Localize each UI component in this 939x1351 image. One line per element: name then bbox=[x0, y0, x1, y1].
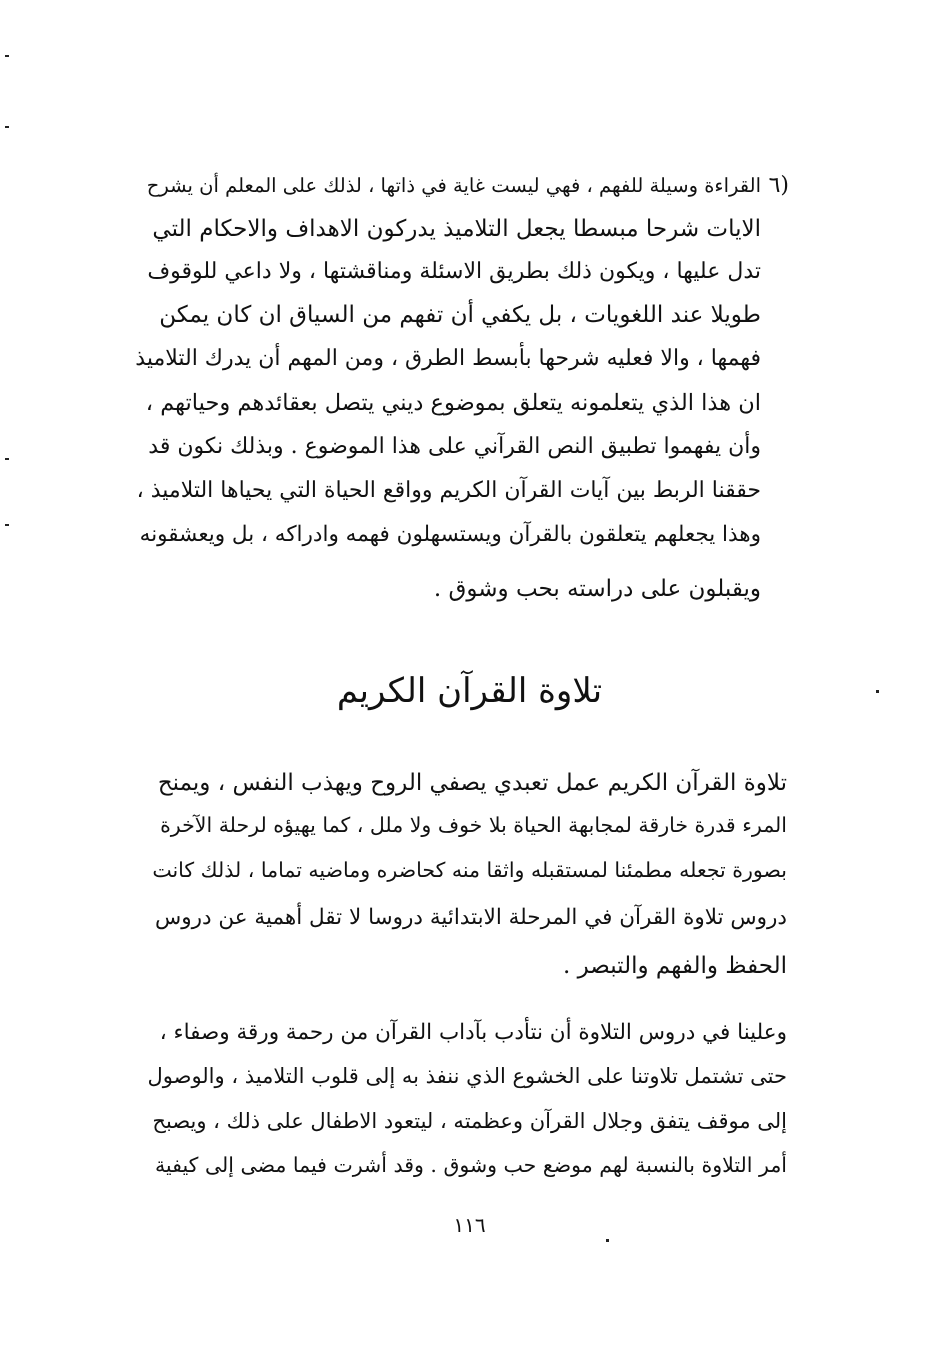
text-line: فهمها ، والا فعليه شرحها بأبسط الطرق ، ومن المهم أن يدرك التلاميذ bbox=[135, 346, 761, 371]
text-line: أمر التلاوة بالنسبة لهم موضع حب وشوق . وقد أشرت فيما مضى إلى كيفية bbox=[154, 1153, 787, 1177]
text-line: ويقبلون على دراسته بحب وشوق . bbox=[433, 576, 761, 602]
scan-speck bbox=[5, 524, 9, 526]
text-line: الايات شرحا مبسطا يجعل التلاميذ يدركون الاهداف والاحكام التي bbox=[152, 216, 761, 242]
text-line: وأن يفهموا تطبيق النص القرآني على هذا الموضوع . وبذلك نكون قد bbox=[148, 434, 761, 459]
text-line: ان هذا الذي يتعلمونه يتعلق بموضوع ديني يتصل بعقائدهم وحياتهم ، bbox=[145, 390, 761, 416]
scan-speck bbox=[5, 126, 9, 128]
text-line: حققنا الربط بين آيات القرآن الكريم وواقع الحياة التي يحياها التلاميذ ، bbox=[136, 478, 761, 503]
text-line: دروس تلاوة القرآن في المرحلة الابتدائية دروسا لا تقل أهمية عن دروس bbox=[154, 905, 787, 930]
text-line: وعلينا في دروس التلاوة أن نتأدب بآداب القرآن من رحمة ورقة وصفاء ، bbox=[159, 1020, 787, 1045]
text-line: القراءة وسيلة للفهم ، فهي ليست غاية في ذاتها ، لذلك على المعلم أن يشرح bbox=[146, 174, 761, 197]
scan-speck bbox=[606, 1239, 609, 1242]
text-line: طويلا عند اللغويات ، بل يكفي أن تفهم من السياق ان كان يمكن bbox=[159, 302, 761, 328]
text-line: إلى موقف يتفق وجلال القرآن وعظمته ، ليتعود الاطفال على ذلك ، ويصبح bbox=[152, 1109, 787, 1133]
text-line: الحفظ والفهم والتبصر . bbox=[562, 953, 787, 979]
text-line: المرء قدرة خارقة لمجابهة الحياة بلا خوف ولا ملل ، كما يهيؤه لرحلة الآخرة bbox=[160, 813, 787, 837]
page-number: ١١٦ bbox=[453, 1213, 486, 1237]
scan-speck bbox=[876, 690, 879, 693]
text-line: حتى تشتمل تلاوتنا على الخشوع الذي ننفذ به إلى قلوب التلاميذ ، والوصول bbox=[147, 1064, 787, 1088]
item-number: ٦) bbox=[768, 173, 789, 198]
text-line: وهذا يجعلهم يتعلقون بالقرآن ويستسهلون فهمه وادراكه ، بل ويعشقونه bbox=[139, 522, 761, 547]
text-line: تدل عليها ، ويكون ذلك بطريق الاسئلة ومناقشتها ، ولا داعي للوقوف bbox=[147, 259, 761, 284]
text-line: تلاوة القرآن الكريم عمل تعبدي يصفي الروح ويهذب النفس ، ويمنح bbox=[157, 770, 787, 796]
section-heading: تلاوة القرآن الكريم bbox=[336, 671, 603, 711]
text-line: بصورة تجعله مطمئنا لمستقبله واثقا منه كحاضره وماضيه تماما ، لذلك كانت bbox=[152, 858, 787, 882]
scan-speck bbox=[5, 458, 9, 460]
scan-speck bbox=[5, 55, 9, 57]
